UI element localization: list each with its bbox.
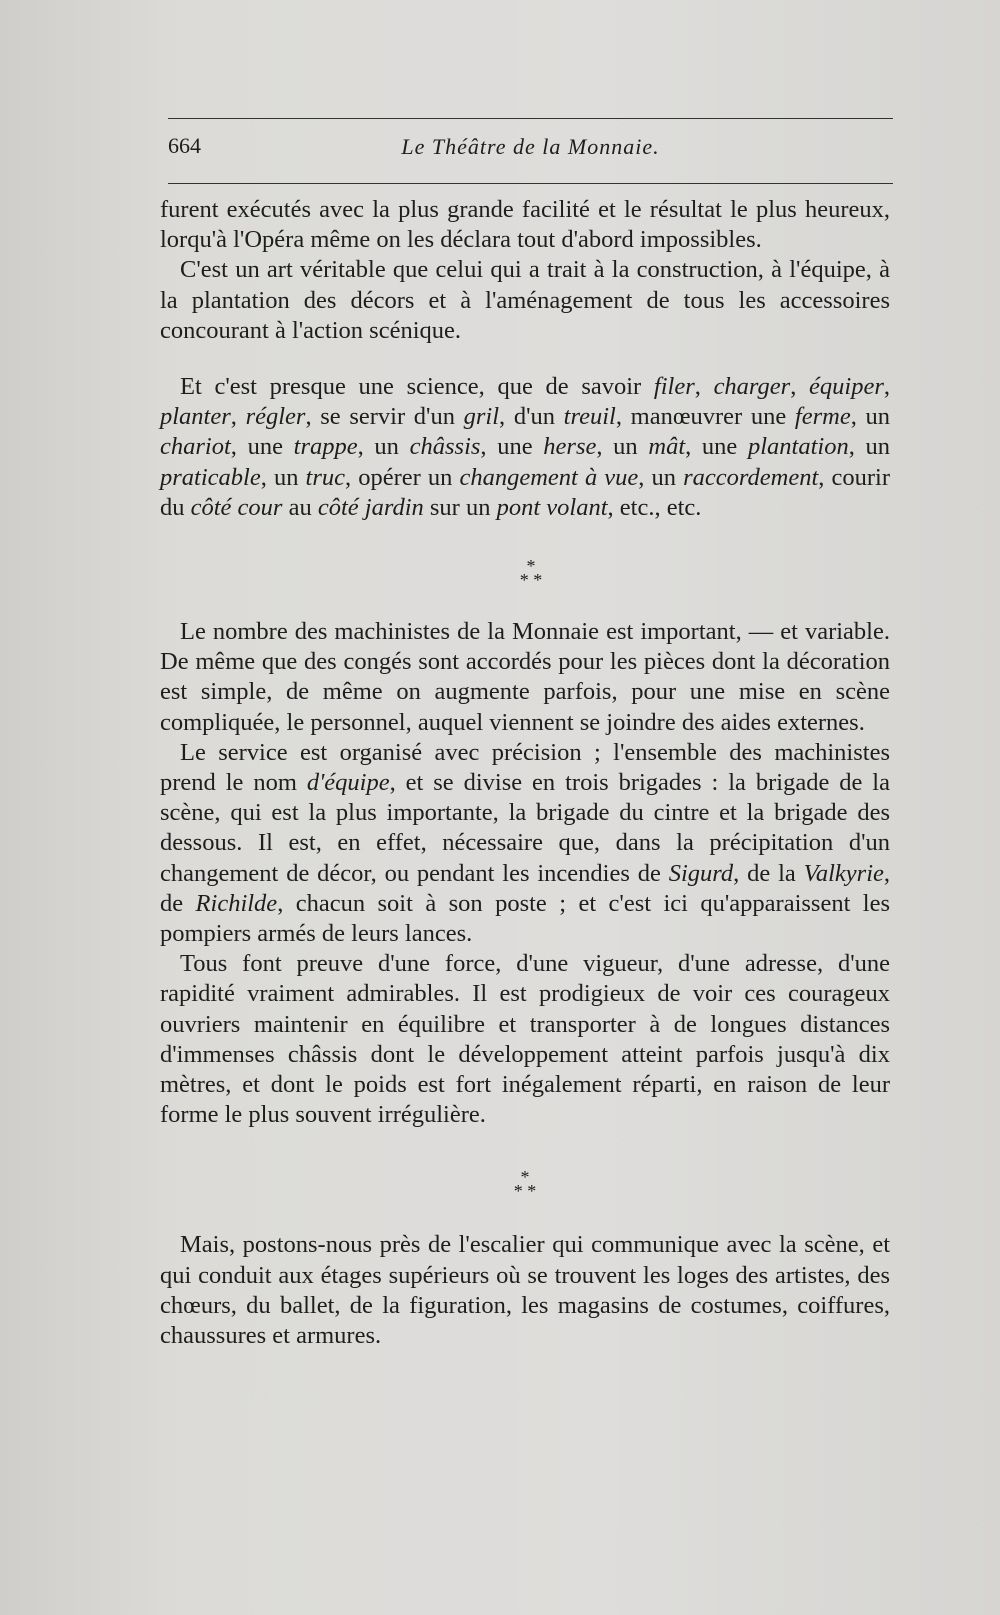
asterism-divider-2: * * * (513, 1167, 537, 1202)
paragraph-7: Mais, postons-nous près de l'escalier qui communique avec la scène, et qui conduit aux étages supérieurs où se trouvent les loges des artistes, des chœurs, du ballet, de la figuration, les magasins de costumes, coiffures, chaussures et armures. (160, 1231, 890, 1350)
paragraph-gap (160, 346, 890, 372)
paragraph-6: Tous font preuve d'une force, d'une vigueur, d'une adresse, d'une rapidité vraiment admirables. Il est prodigieux de voir ces courageux ouvriers maintenir en équilibre et transporter à de longues distances d'immenses châssis dont le développement atteint parfois jusqu'à dix mètres, et dont le poids est fort inégalement réparti, en raison de leur forme le plus souvent irrégulière. (160, 950, 890, 1129)
header-rule-bottom (168, 183, 893, 184)
asterism-divider-1: * * * (519, 556, 543, 591)
running-head (168, 118, 893, 184)
page-number: 664 (168, 133, 201, 158)
header-rule-top (168, 118, 893, 119)
paragraph-3: Et c'est presque une science, que de savoir filer, charger, équiper, planter, régler, se servir d'un gril, d'un treuil, manœuvrer une ferme, un chariot, une trappe, un châssis, une herse, un mât, une plantation, un praticable, un truc, opérer un changement à vue, un raccordement, courir du côté cour au côté jardin sur un pont volant, etc., etc. (160, 373, 891, 521)
paragraph-2: C'est un art véritable que celui qui a trait à la construction, à l'équipe, à la plantation des décors et à l'aménagement de tous les accessoires concourant à l'action scénique. (160, 256, 890, 344)
paragraph-1: furent exécutés avec la plus grande facilité et le résultat le plus heureux, lorqu'à l'Opéra même on les déclara tout d'abord impossibles. (160, 196, 890, 254)
paragraph-5: Le service est organisé avec précision ; l'ensemble des machinistes prend le nom d'équipe, et se divise en trois brigades : la brigade de la scène, qui est la plus importante, la brigade du cintre et la brigade des dessous. Il est, en effet, nécessaire que, dans la précipitation d'un changement de décor, ou pendant les incendies de Sigurd, de la Valkyrie, de Richilde, chacun soit à son poste ; et c'est ici qu'apparaissent les pompiers armés de leurs lances. (160, 738, 891, 948)
running-title: Le Théâtre de la Monnaie. (401, 134, 660, 159)
paragraph-4: Le nombre des machinistes de la Monnaie est important, — et variable. De même que des congés sont accordés pour les pièces dont la décoration est simple, de même on augmente parfois, pour une mise en scène compliquée, le personnel, auquel viennent se joindre des aides externes. (160, 618, 890, 736)
body-text (160, 195, 890, 1351)
